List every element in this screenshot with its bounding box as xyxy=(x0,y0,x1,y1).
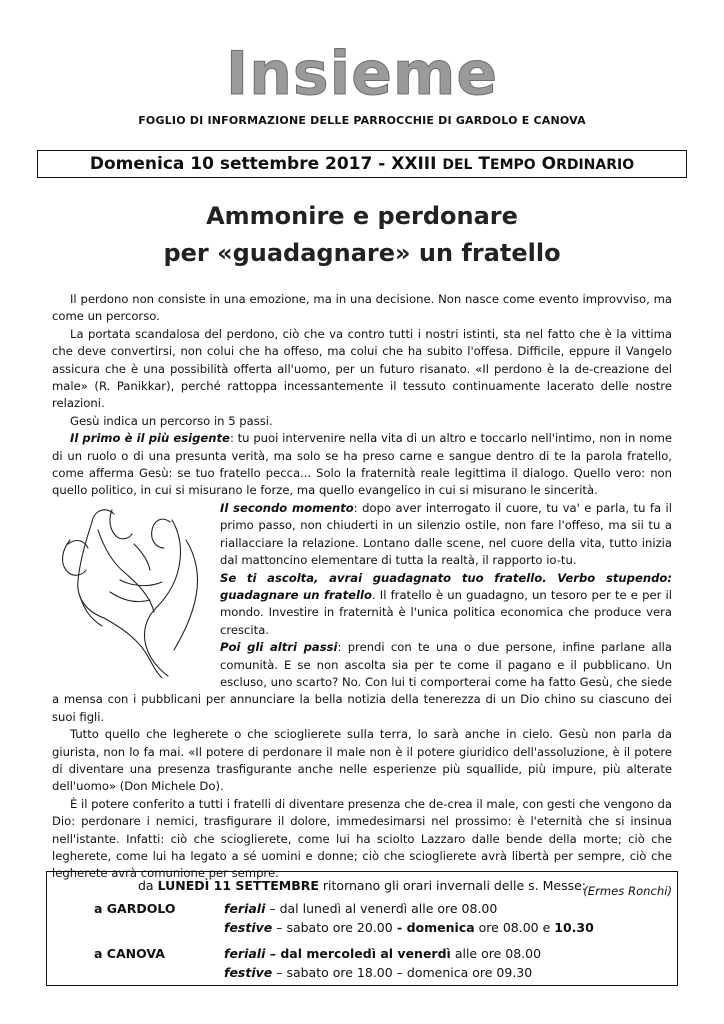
canova-feriali-label: feriali xyxy=(224,946,266,961)
canova-festive-text: – sabato ore 18.00 – domenica ore 09.30 xyxy=(272,965,533,980)
masthead-title: Insieme xyxy=(225,39,499,109)
date-text: Domenica 10 settembre 2017 - xyxy=(89,154,386,174)
schedule-intro xyxy=(47,878,677,893)
tempo-rest: EMPO xyxy=(490,157,536,173)
gardolo-feriali-row xyxy=(46,901,497,916)
paragraph-5-text: : dopo aver interrogato il cuore, tu va' e parla, tu fa il primo passo, non chiuderti in un silenzio ostile, non fare l'offeso, ma sii tu a riallacciare la relazione. Lontano dalle scene, nel cuore della vita, tutto inizia dal mattoncino elementare di tutta la realtà, il rapporto io-tu. xyxy=(220,500,672,568)
canova-festive-row xyxy=(46,965,532,980)
article-headline xyxy=(0,198,724,272)
schedule-intro-rest: ritornano gli orari invernali delle s. Messe: xyxy=(322,878,587,893)
gardolo-festive-text2: ore 08.00 e xyxy=(474,920,555,935)
canova-feriali-bold: – dal mercoledì al venerdì xyxy=(265,946,451,961)
paragraph-3: Gesù indica un percorso in 5 passi. xyxy=(70,413,273,428)
headline-line-1: Ammonire e perdonare xyxy=(206,202,518,230)
paragraph-9: È il potere conferito a tutti i fratelli di diventare presenza che de-crea il male, con gesti che vengono da Dio: perdonare i nemici, trasfigurare il dolore, immedesimarsi nel prossimo: è l'eternità che si insinua nell'istante. Infatti: ciò che scioglierete, come lui ha sciolto Lazzaro dalle bende della morte; ciò che legherete, come lui ha legato a sé uomini e donne; ciò che scioglierete avrà libertà per sempre, ciò che legherete avrà comunione per sempre. xyxy=(52,796,672,881)
date-banner xyxy=(37,150,687,178)
paragraph-4-lead: Il primo è il più esigente xyxy=(70,431,230,446)
ordinario-initial: O xyxy=(541,154,557,174)
tempo-initial: T xyxy=(478,154,491,174)
schedule-start-date: LUNEDÌ 11 SETTEMBRE xyxy=(157,878,319,893)
paragraph-2: La portata scandalosa del perdono, ciò che va contro tutti i nostri istinti, sta nel fatto che è la vittima che deve convertirsi, non colui che ha offeso, ma colui che ha subito l'offesa. Difficile, eppure il Vangelo assicura che è una possibilità offerta all'uomo, per un futuro risanato. «Il perdono è la de-creazione del male» (R. Panikkar), perché rattoppa incessantemente il tessuto continuamente lacerato delle nostre relazioni. xyxy=(52,326,672,411)
gardolo-festive-row xyxy=(46,920,594,935)
masthead-subtitle: FOGLIO DI INFORMAZIONE DELLE PARROCCHIE DI GARDOLO E CANOVA xyxy=(138,114,586,127)
canova-feriali-text: alle ore 08.00 xyxy=(450,946,542,961)
article-body xyxy=(52,291,672,900)
gardolo-festive-label: festive xyxy=(224,920,273,935)
gardolo-festive-bold: 10.30 xyxy=(554,920,594,935)
author-signature: (Ermes Ronchi) xyxy=(583,883,672,898)
canova-festive-label: festive xyxy=(224,965,273,980)
canova-label: a CANOVA xyxy=(94,946,165,961)
paragraph-4-text: : tu puoi intervenire nella vita di un altro e toccarlo nell'intimo, non in nome di un ruolo o di una presunta verità, ma solo se ha preso carne e sangue dentro di te la parola fratello, come afferma Gesù: se tuo fratello pecca... Solo la fraternità reale legittima il dialogo. Quello vero: non quello politico, in cui si misurano le forze, ma quello evangelico in cui si misurano le sincerità. xyxy=(52,431,673,498)
gardolo-label: a GARDOLO xyxy=(94,901,176,916)
headline-line-2: per «guadagnare» un fratello xyxy=(163,239,561,267)
embrace-illustration xyxy=(50,500,214,678)
schedule-intro-da: da xyxy=(137,878,154,893)
liturgical-week: XXIII xyxy=(391,154,437,174)
paragraph-8: Tutto quello che legherete o che scioglierete sulla terra, lo sarà anche in cielo. Gesù non parla da giurista, non lo fa mai. «Il potere di perdonare il male non è il potere giuridico dell'assoluzione, è il potere di diventare una presenza trasfigurante anche nelle esperienze più squallide, più impure, più alterate dell'uomo» (Don Michele Do). xyxy=(52,727,672,794)
gardolo-festive-sep: - domenica xyxy=(392,920,475,935)
paragraph-5-lead: Il secondo momento xyxy=(220,500,354,515)
gardolo-festive-text: – sabato ore 20.00 xyxy=(272,920,393,935)
canova-feriali-row xyxy=(46,946,541,961)
paragraph-1: Il perdono non consiste in una emozione, ma in una decisione. Non nasce come evento improvviso, ma come un percorso. xyxy=(52,292,672,324)
paragraph-4 xyxy=(52,430,672,500)
paragraph-7-text: : prendi con te una o due persone, infine parlane alla comunità. E se non ascolta sia per te come il pagano e il pubblicano. Un escluso, uno scarto? No. Con lui ti comporterai come ha fatto Gesù, che siede a mensa con i pubblicani per annunciare la bella notizia della tenerezza di un Dio chino su ciascuno dei suoi figli. xyxy=(52,640,672,724)
paragraph-6-text: . Il fratello è un guadagno, un tesoro per te e per il mondo. Investire in fraternità è l'unica politica economica che produce vera crescita. xyxy=(220,587,672,637)
gardolo-feriali-label: feriali xyxy=(224,901,266,916)
embrace-drawing-icon xyxy=(50,500,214,678)
ordinario-rest: RDINARIO xyxy=(556,157,635,173)
gardolo-feriali-text: – dal lunedì al venerdì alle ore 08.00 xyxy=(265,901,498,916)
paragraph-7-lead: Poi gli altri passi xyxy=(220,640,338,655)
paragraph-6-lead: Se ti ascolta, avrai guadagnato tuo fratello. Verbo stupendo: guadagnare un fratello xyxy=(220,570,672,602)
del-text: DEL xyxy=(442,157,473,173)
